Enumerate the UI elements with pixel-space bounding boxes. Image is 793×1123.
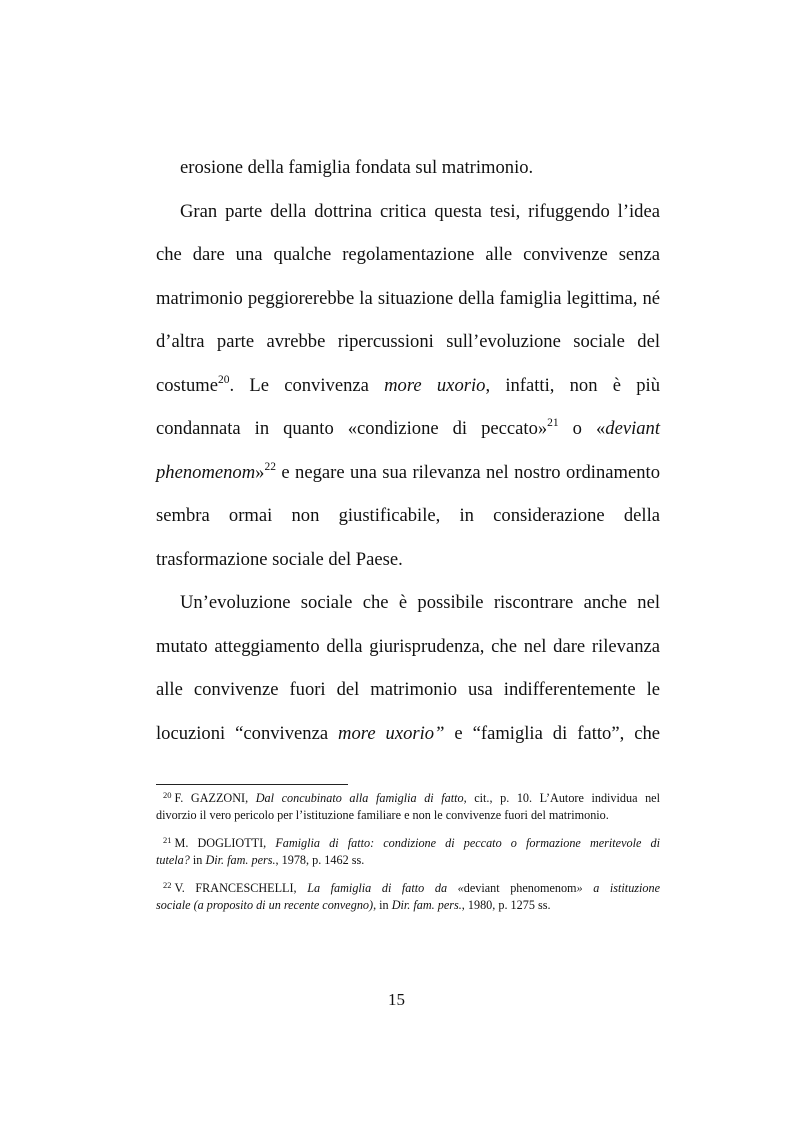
text-line: [156, 368, 660, 412]
footnote-line: [156, 880, 660, 897]
text-line: [156, 629, 660, 673]
footnote-number: 22: [163, 880, 172, 890]
text-line: [156, 455, 660, 499]
page-number: 15: [388, 990, 405, 1009]
footnote-text: cit., p. 10. L’Autore individua nel: [466, 791, 660, 805]
footnote-text: divorzio il vero pericolo per l’istituzione familiare e non le convivenze fuori del matrimonio.: [156, 807, 609, 822]
footnote-author: F. GAZZONI,: [174, 791, 256, 805]
text-line: [156, 237, 660, 281]
text-line: [156, 498, 660, 542]
text-span: Gran parte della dottrina critica questa tesi, rifuggendo l’idea: [180, 200, 660, 222]
footnote-line: [156, 852, 660, 869]
text-span: costume: [156, 374, 218, 396]
text-span: d’altra parte avrebbe ripercussioni sull’evoluzione sociale del: [156, 331, 660, 352]
text-span: erosione della famiglia fondata sul matrimonio.: [180, 157, 534, 178]
footnote-author: V. FRANCESCHELLI,: [174, 881, 308, 895]
footnote-number: 20: [163, 790, 172, 800]
footnote-title: » a istituzione: [576, 881, 661, 895]
footnote-21: [156, 835, 660, 868]
footnote-journal: Dir. fam. pers.: [391, 897, 462, 912]
footnote-title: tutela?: [156, 852, 190, 867]
text-line: [156, 672, 660, 716]
text-span: trasformazione sociale del Paese.: [156, 548, 403, 570]
footnote-title: sociale (a proposito di un recente convegno): [156, 897, 374, 912]
footnote-text: deviant phenomenom: [463, 881, 577, 895]
text-line: [156, 150, 660, 194]
footnotes: [156, 790, 660, 925]
italic-span: more uxorio: [384, 374, 486, 396]
footnote-separator: [156, 784, 348, 785]
text-line: [156, 324, 660, 368]
footnote-20: [156, 790, 660, 823]
text-span: mutato atteggiamento della giurisprudenza, che nel dare rilevanza: [156, 635, 660, 657]
text-span: e negare una sua rilevanza nel nostro ordinamento: [275, 461, 660, 483]
text-line: [156, 542, 660, 586]
footnote-title: Dal concubinato alla famiglia di fatto,: [255, 791, 467, 805]
footnote-author: M. DOGLIOTTI,: [174, 836, 276, 850]
footnote-text: , 1980, p. 1275 ss.: [461, 897, 551, 912]
text-span: »: [255, 461, 265, 483]
footnote-line: [156, 807, 660, 824]
italic-span: more uxorio”: [338, 722, 445, 744]
text-line: [156, 411, 660, 455]
text-span: e “famiglia di fatto”, che: [444, 722, 660, 744]
text-span: condannata in quanto «condizione di peccato»: [156, 418, 548, 439]
footnote-text: in: [189, 852, 206, 867]
body-text: [156, 150, 660, 759]
footnote-ref-22[interactable]: 22: [264, 460, 276, 473]
text-span: Un’evoluzione sociale che è possibile riscontrare anche nel: [180, 592, 660, 613]
footnote-number: 21: [163, 835, 172, 845]
text-line: [156, 194, 660, 238]
footnote-line: [156, 835, 660, 852]
text-span: che dare una qualche regolamentazione alle convivenze senza: [156, 244, 660, 265]
text-span: , infatti, non è più: [485, 374, 661, 396]
footnote-title: Famiglia di fatto: condizione di peccato o formazione meritevole di: [275, 836, 660, 850]
text-line: [156, 281, 660, 325]
text-line: [156, 585, 660, 629]
text-span: o «: [558, 418, 606, 439]
text-span: . Le convivenza: [229, 374, 385, 396]
footnote-22: [156, 880, 660, 913]
text-span: alle convivenze fuori del matrimonio usa indifferentemente le: [156, 679, 660, 700]
text-span: locuzioni “convivenza: [156, 722, 339, 744]
footnote-ref-20[interactable]: 20: [217, 373, 230, 386]
footnote-ref-21[interactable]: 21: [547, 417, 559, 429]
text-span: matrimonio peggiorerebbe la situazione della famiglia legittima, né: [156, 287, 660, 309]
footnote-line: [156, 790, 660, 807]
text-line: [156, 716, 660, 760]
text-span: sembra ormai non giustificabile, in considerazione della: [156, 505, 660, 526]
footnote-title: La famiglia di fatto da «: [307, 881, 464, 895]
footnote-journal: Dir. fam. pers.: [205, 852, 276, 867]
italic-span: deviant: [605, 418, 661, 439]
footnote-line: [156, 897, 660, 914]
footnote-text: , in: [373, 897, 392, 912]
italic-span: phenomenom: [156, 461, 256, 483]
footnote-text: , 1978, p. 1462 ss.: [275, 852, 365, 867]
